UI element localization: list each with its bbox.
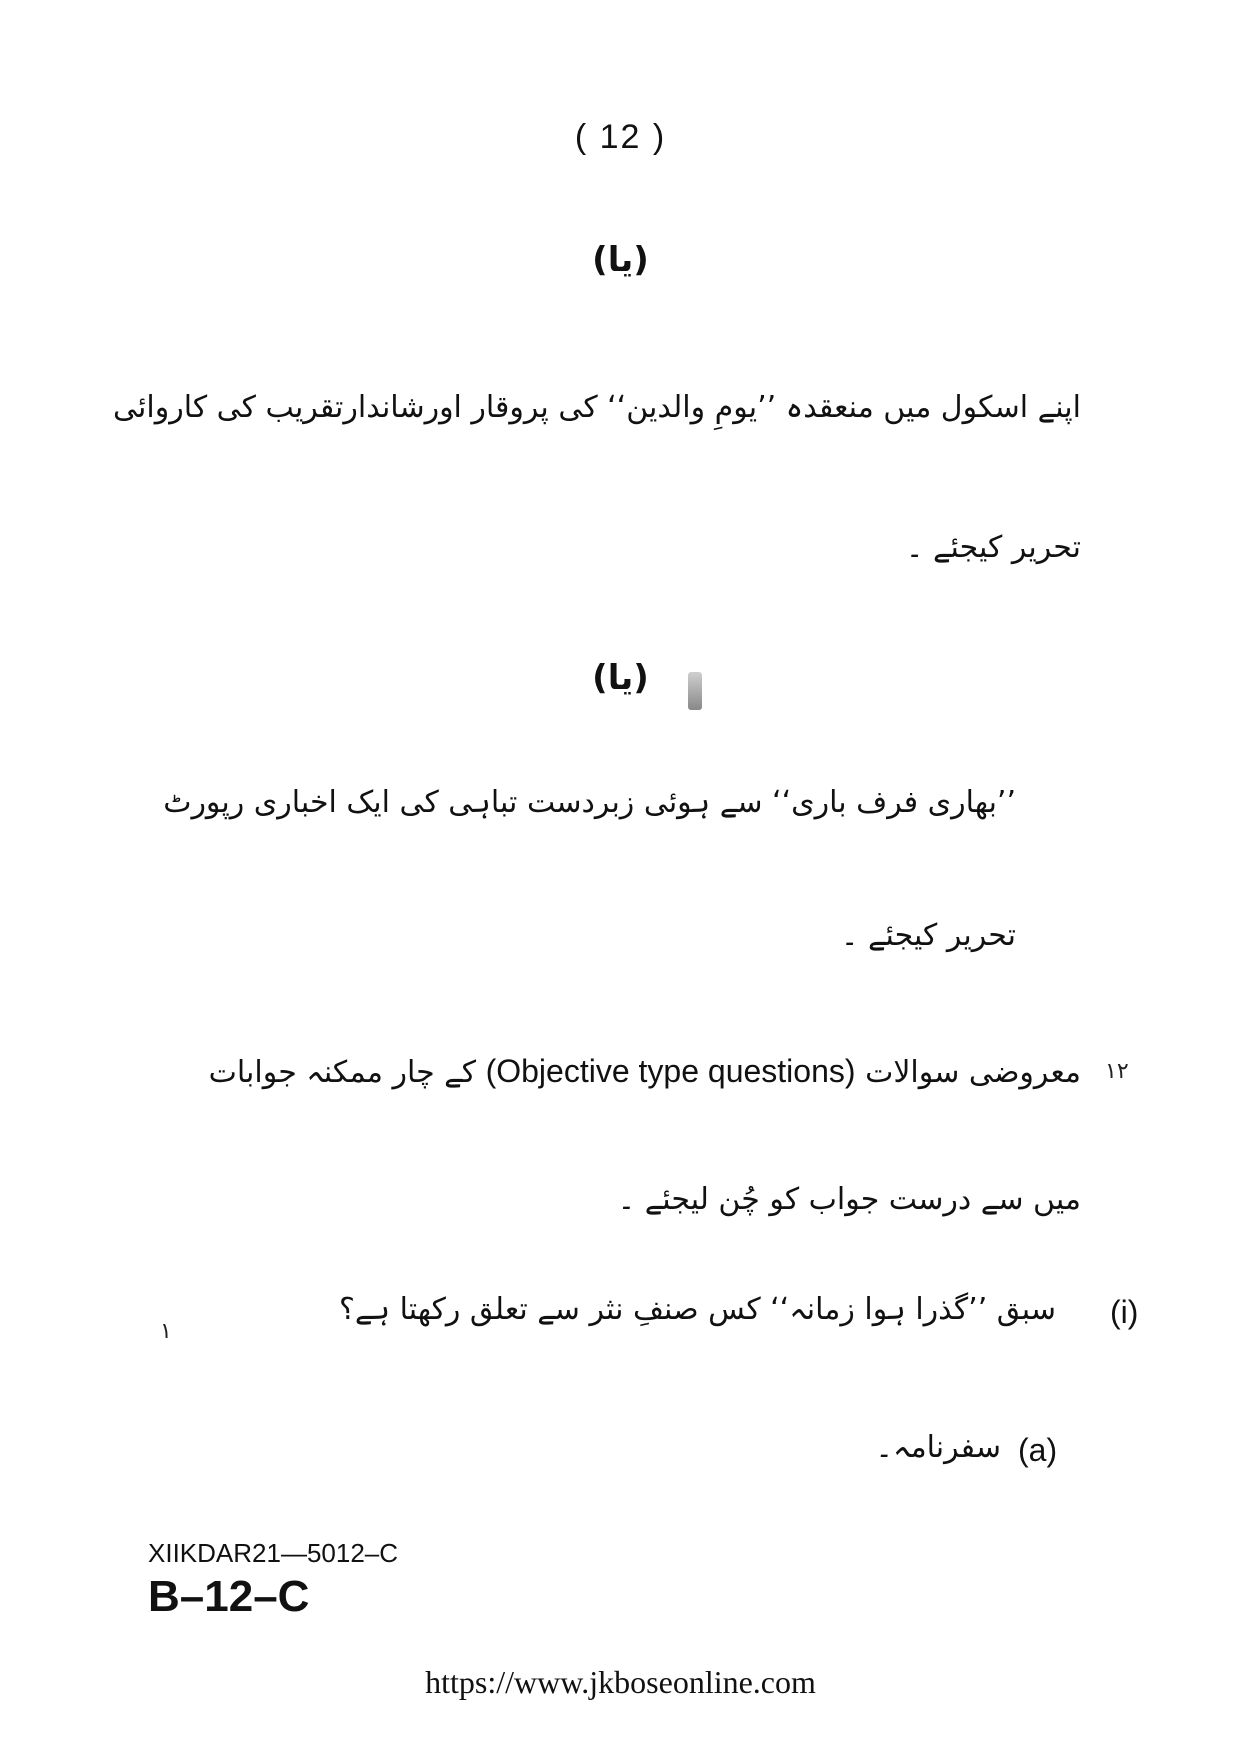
or-label-1: (یا) [592, 240, 649, 280]
question-c-line-1 [209, 1052, 1081, 1091]
question-c-urdu-end: کے چار ممکنہ جوابات [208, 1055, 477, 1090]
question-c-line-2: میں سے درست جواب کو چُن لیجئے ۔ [617, 1182, 1081, 1217]
question-c-english: (Objective type questions) [485, 1053, 856, 1089]
question-c-urdu-start: معروضی سوالات [865, 1055, 1081, 1090]
or-label-2: (یا) [592, 658, 649, 698]
question-b-line-2: تحریر کیجئے ۔ [840, 918, 1016, 953]
option-a-text: سفرنامہ۔ [875, 1430, 1001, 1465]
marks-indicator: ۱ [160, 1318, 172, 1343]
page-number: ( 12 ) [574, 118, 667, 156]
paper-code: XIIKDAR21—5012–C [148, 1538, 399, 1568]
series-code: B–12–C [148, 1572, 310, 1621]
question-a-line-1: اپنے اسکول میں منعقدہ ’’یومِ والدین‘‘ کی پروقار اورشاندارتقریب کی کاروائی [113, 390, 1081, 425]
footer-url[interactable]: https://www.jkboseonline.com [425, 1664, 816, 1700]
item-i-label: (i) [1110, 1294, 1139, 1330]
question-number: ۱۲ [1105, 1058, 1129, 1083]
question-a-line-2: تحریر کیجئے ۔ [905, 530, 1081, 565]
option-a-label: (a) [1018, 1432, 1058, 1468]
scan-smudge [688, 672, 702, 710]
question-b-line-1: ’’بھاری فرف باری‘‘ سے ہوئی زبردست تباہی کی ایک اخباری رپورٹ [163, 785, 1016, 820]
item-i-text: سبق ’’گذرا ہوا زمانہ‘‘ کس صنفِ نثر سے تعلق رکھتا ہے؟ [338, 1292, 1056, 1327]
